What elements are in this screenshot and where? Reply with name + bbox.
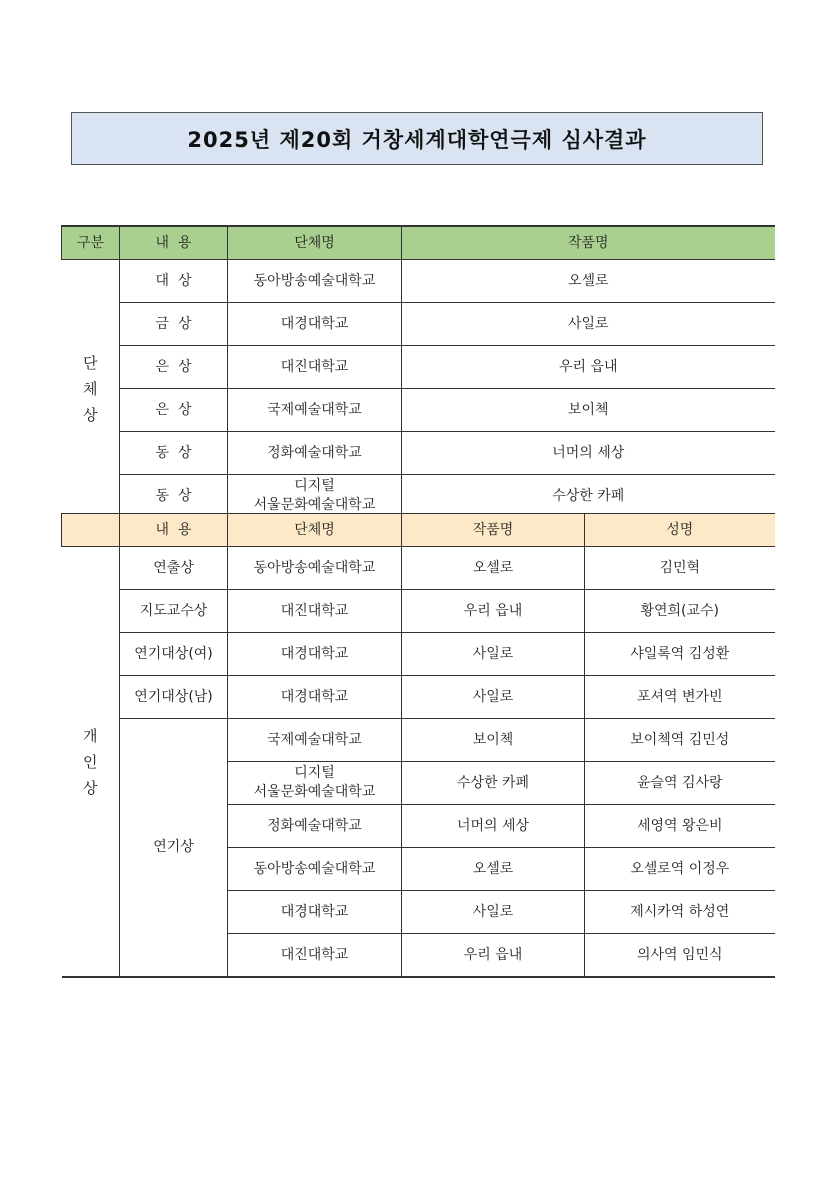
school-cell: 대경대학교	[228, 676, 402, 719]
header-school: 단체명	[228, 514, 402, 547]
work-cell: 오셀로	[402, 260, 775, 303]
school-cell: 정화예술대학교	[228, 805, 402, 848]
page-title: 2025년 제20회 거창세계대학연극제 심사결과	[187, 127, 647, 152]
name-cell: 세영역 왕은비	[585, 805, 775, 848]
name-cell: 의사역 임민식	[585, 934, 775, 978]
name-cell: 제시카역 하성연	[585, 891, 775, 934]
name-cell: 샤일록역 김성환	[585, 633, 775, 676]
work-cell: 수상한 카페	[402, 762, 585, 805]
award-cell: 동 상	[120, 432, 228, 475]
school-cell: 디지털 서울문화예술대학교	[228, 762, 402, 805]
individual-awards-table	[61, 513, 775, 978]
work-cell: 수상한 카페	[402, 475, 775, 518]
table-row	[62, 590, 775, 633]
group-header-row	[62, 226, 775, 260]
header-award: 내 용	[120, 514, 228, 547]
group-category-label: 단 체 상	[62, 260, 120, 518]
school-cell: 국제예술대학교	[228, 719, 402, 762]
award-cell: 지도교수상	[120, 590, 228, 633]
table-row	[62, 303, 775, 346]
school-cell: 동아방송예술대학교	[228, 848, 402, 891]
work-cell: 너머의 세상	[402, 805, 585, 848]
table-row	[62, 260, 775, 303]
individual-header-row	[62, 514, 775, 547]
award-cell: 대 상	[120, 260, 228, 303]
header-name: 성명	[585, 514, 775, 547]
award-cell: 동 상	[120, 475, 228, 518]
work-cell: 우리 읍내	[402, 934, 585, 978]
name-cell: 황연희(교수)	[585, 590, 775, 633]
individual-category-label: 개 인 상	[62, 547, 120, 978]
school-cell: 정화예술대학교	[228, 432, 402, 475]
name-cell: 포셔역 변가빈	[585, 676, 775, 719]
table-row	[62, 633, 775, 676]
acting-award-cell: 연기상	[120, 719, 228, 978]
award-cell: 금 상	[120, 303, 228, 346]
group-awards-table	[61, 225, 775, 518]
table-row	[62, 432, 775, 475]
name-cell: 윤슬역 김사랑	[585, 762, 775, 805]
work-cell: 보이첵	[402, 719, 585, 762]
work-cell: 우리 읍내	[402, 590, 585, 633]
work-cell: 오셀로	[402, 547, 585, 590]
school-cell: 동아방송예술대학교	[228, 547, 402, 590]
award-cell: 연기대상(남)	[120, 676, 228, 719]
work-cell: 오셀로	[402, 848, 585, 891]
table-row	[62, 346, 775, 389]
header-school: 단체명	[228, 226, 402, 260]
work-cell: 사일로	[402, 891, 585, 934]
award-cell: 연출상	[120, 547, 228, 590]
school-cell: 대경대학교	[228, 633, 402, 676]
header-work: 작품명	[402, 226, 775, 260]
name-cell: 보이첵역 김민성	[585, 719, 775, 762]
work-cell: 사일로	[402, 303, 775, 346]
title-box	[71, 112, 763, 165]
header-work: 작품명	[402, 514, 585, 547]
work-cell: 사일로	[402, 676, 585, 719]
award-cell: 은 상	[120, 346, 228, 389]
name-cell: 오셀로역 이정우	[585, 848, 775, 891]
school-cell: 대진대학교	[228, 590, 402, 633]
table-row	[62, 389, 775, 432]
table-row	[62, 475, 775, 518]
school-cell: 동아방송예술대학교	[228, 260, 402, 303]
award-cell: 연기대상(여)	[120, 633, 228, 676]
award-cell: 은 상	[120, 389, 228, 432]
school-cell: 디지털 서울문화예술대학교	[228, 475, 402, 518]
header-category: 구분	[62, 226, 120, 260]
work-cell: 너머의 세상	[402, 432, 775, 475]
school-cell: 대경대학교	[228, 303, 402, 346]
school-cell: 국제예술대학교	[228, 389, 402, 432]
table-row	[62, 719, 775, 762]
header-award: 내 용	[120, 226, 228, 260]
name-cell: 김민혁	[585, 547, 775, 590]
work-cell: 사일로	[402, 633, 585, 676]
work-cell: 우리 읍내	[402, 346, 775, 389]
work-cell: 보이첵	[402, 389, 775, 432]
table-row	[62, 676, 775, 719]
school-cell: 대경대학교	[228, 891, 402, 934]
school-cell: 대진대학교	[228, 346, 402, 389]
header-blank	[62, 514, 120, 547]
school-cell: 대진대학교	[228, 934, 402, 978]
table-row	[62, 547, 775, 590]
